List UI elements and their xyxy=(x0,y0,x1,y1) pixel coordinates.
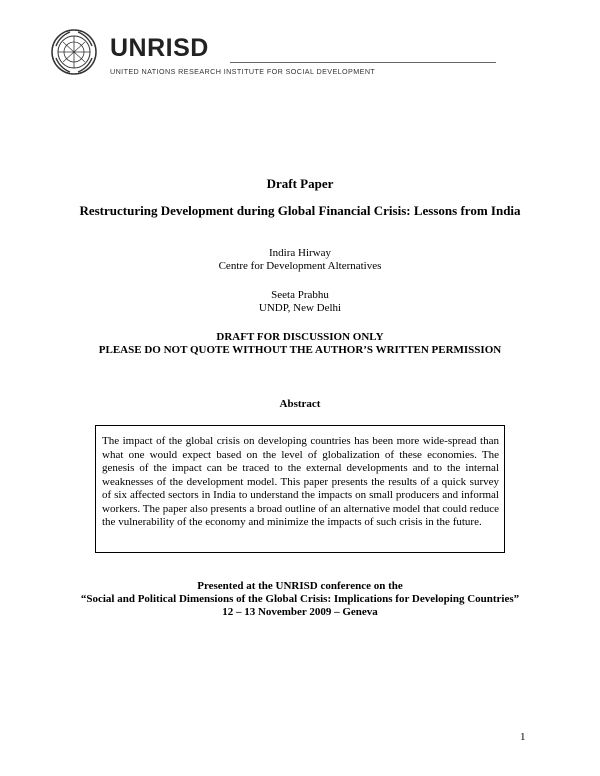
presented-at xyxy=(60,580,540,619)
draft-notice xyxy=(60,331,540,357)
abstract-heading: Abstract xyxy=(279,398,321,410)
author-affiliation: UNDP, New Delhi xyxy=(258,302,342,314)
presented-line-1: Presented at the UNRISD conference on the xyxy=(197,580,403,592)
header-rule xyxy=(230,62,496,63)
conference-title: “Social and Political Dimensions of the Global Crisis: Implications for Developing Countries” xyxy=(80,593,520,605)
doc-type: Draft Paper xyxy=(266,176,334,191)
author-name: Seeta Prabhu xyxy=(271,289,329,301)
un-emblem-icon xyxy=(50,28,98,76)
notice-line-2: PLEASE DO NOT QUOTE WITHOUT THE AUTHOR’S WRITTEN PERMISSION xyxy=(98,344,502,356)
paper-title: Restructuring Development during Global Financial Crisis: Lessons from India xyxy=(79,203,521,218)
abstract-text: The impact of the global crisis on developing countries has been more wide-spread than what one would expect based on the level of globalization of these economies. The genesis of the impact can be traced to the external developments and to the internal weaknesses of the development model. This paper presents the results of a quick survey of six affected sectors in India to understand the impacts on small producers and informal workers. The paper also presents a broad outline of an alternative model that could reduce the vulnerability of the economy and minimize the impacts of such crisis in the future. xyxy=(102,435,499,528)
abstract-box xyxy=(95,425,505,553)
org-full-name: UNITED NATIONS RESEARCH INSTITUTE FOR SOCIAL DEVELOPMENT xyxy=(110,67,376,76)
header xyxy=(50,28,496,78)
author-name: Indira Hirway xyxy=(268,247,331,259)
notice-line-1: DRAFT FOR DISCUSSION ONLY xyxy=(216,331,384,343)
author-affiliation: Centre for Development Alternatives xyxy=(218,260,382,272)
org-acronym: UNRISD xyxy=(110,34,209,62)
page-number: 1 xyxy=(520,731,526,743)
conference-date: 12 – 13 November 2009 – Geneva xyxy=(222,606,378,618)
